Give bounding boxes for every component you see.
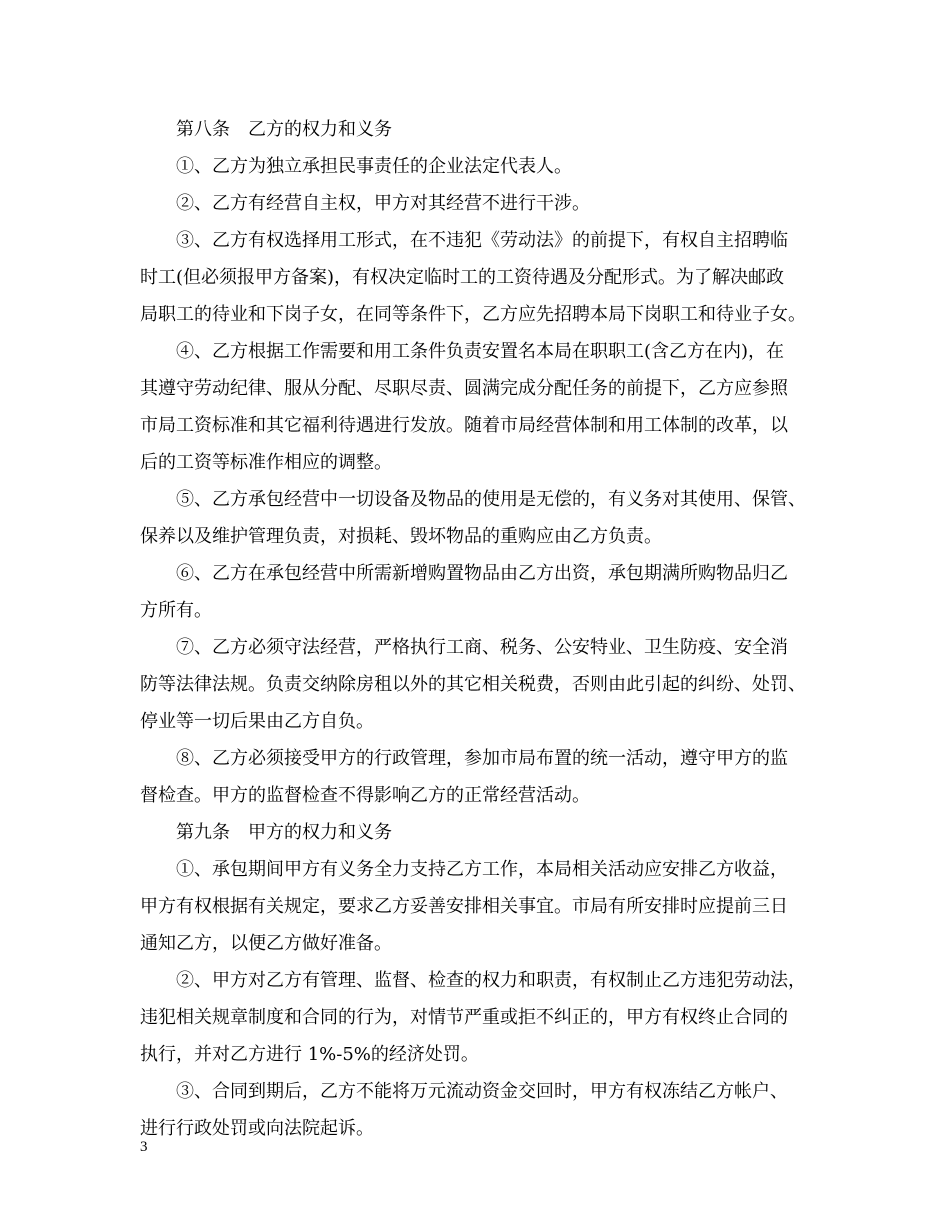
paragraph-line: 执行，并对乙方进行 1%-5%的经济处罚。 bbox=[140, 1044, 479, 1065]
article-9-heading: 第九条 甲方的权力和义务 bbox=[176, 822, 392, 843]
paragraph-line: 防等法律法规。负责交纳除房租以外的其它相关税费，否则由此引起的纠纷、处罚、 bbox=[140, 674, 806, 695]
paragraph-line: ①、乙方为独立承担民事责任的企业法定代表人。 bbox=[176, 156, 572, 177]
paragraph-line: ⑤、乙方承包经营中一切设备及物品的使用是无偿的，有义务对其使用、保管、 bbox=[176, 489, 806, 510]
paragraph-line: ①、承包期间甲方有义务全力支持乙方工作，本局相关活动应安排乙方收益， bbox=[176, 859, 788, 880]
paragraph-line: ③、合同到期后，乙方不能将万元流动资金交回时，甲方有权冻结乙方帐户、 bbox=[176, 1081, 788, 1102]
paragraph-line: 局职工的待业和下岗子女，在同等条件下，乙方应先招聘本局下岗职工和待业子女。 bbox=[140, 304, 806, 325]
paragraph-line: 进行行政处罚或向法院起诉。 bbox=[140, 1118, 374, 1139]
page-number: 3 bbox=[140, 1139, 148, 1155]
paragraph-line: ⑧、乙方必须接受甲方的行政管理，参加市局布置的统一活动，遵守甲方的监 bbox=[176, 748, 788, 769]
paragraph-line: 停业等一切后果由乙方自负。 bbox=[140, 711, 374, 732]
paragraph-line: 保养以及维护管理负责，对损耗、毁坏物品的重购应由乙方负责。 bbox=[140, 526, 662, 547]
paragraph-line: ②、乙方有经营自主权，甲方对其经营不进行干涉。 bbox=[176, 193, 590, 214]
paragraph-line: 后的工资等标准作相应的调整。 bbox=[140, 452, 392, 473]
paragraph-line: ④、乙方根据工作需要和用工条件负责安置名本局在职职工(含乙方在内)，在 bbox=[176, 341, 785, 362]
paragraph-line: ⑥、乙方在承包经营中所需新增购置物品由乙方出资，承包期满所购物品归乙 bbox=[176, 563, 788, 584]
paragraph-line: 违犯相关规章制度和合同的行为，对情节严重或拒不纠正的，甲方有权终止合同的 bbox=[140, 1007, 788, 1028]
paragraph-line: ②、甲方对乙方有管理、监督、检查的权力和职责，有权制止乙方违犯劳动法， bbox=[176, 970, 806, 991]
paragraph-line: 通知乙方，以便乙方做好准备。 bbox=[140, 933, 392, 954]
paragraph-line: ⑦、乙方必须守法经营，严格执行工商、税务、公安特业、卫生防疫、安全消 bbox=[176, 637, 788, 658]
paragraph-line: 时工(但必须报甲方备案)，有权决定临时工的工资待遇及分配形式。为了解决邮政 bbox=[140, 267, 785, 288]
paragraph-line: 其遵守劳动纪律、服从分配、尽职尽责、圆满完成分配任务的前提下，乙方应参照 bbox=[140, 378, 788, 399]
paragraph-line: 甲方有权根据有关规定，要求乙方妥善安排相关事宜。市局有所安排时应提前三日 bbox=[140, 896, 788, 917]
paragraph-line: 督检查。甲方的监督检查不得影响乙方的正常经营活动。 bbox=[140, 785, 590, 806]
paragraph-line: ③、乙方有权选择用工形式，在不违犯《劳动法》的前提下，有权自主招聘临 bbox=[176, 230, 788, 251]
article-8-heading: 第八条 乙方的权力和义务 bbox=[176, 119, 392, 140]
paragraph-line: 方所有。 bbox=[140, 600, 212, 621]
paragraph-line: 市局工资标准和其它福利待遇进行发放。随着市局经营体制和用工体制的改革，以 bbox=[140, 415, 788, 436]
